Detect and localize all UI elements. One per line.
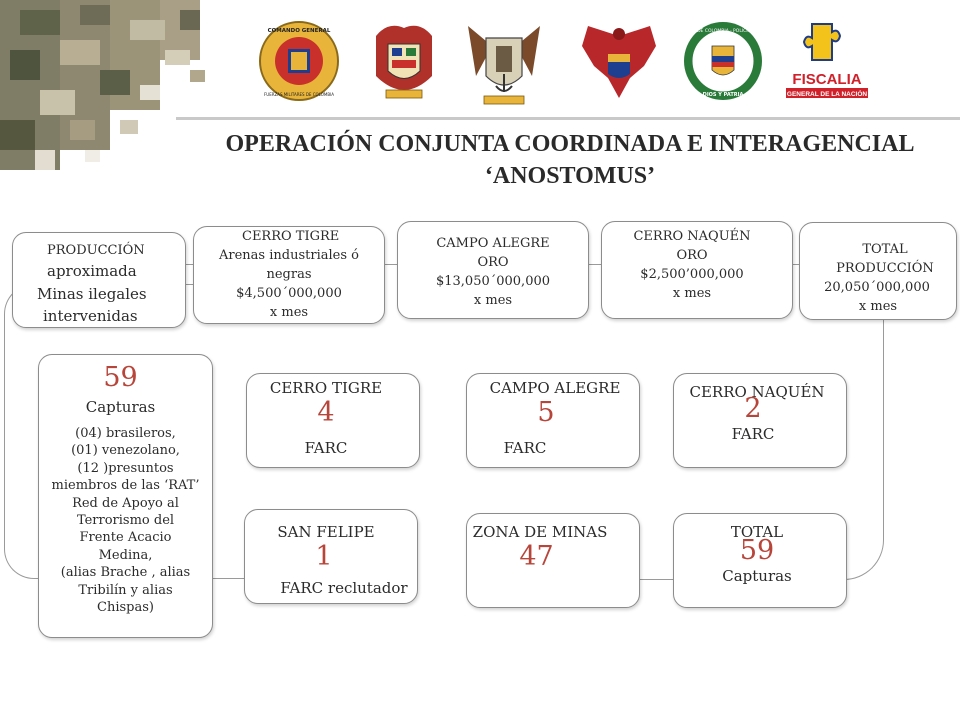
- captures-campo-alegre-group: FARC: [503, 439, 547, 457]
- captures-summary-detail-line: Medina,: [98, 547, 153, 563]
- production-header-box: [12, 232, 186, 328]
- captures-summary-detail-line: Terrorismo del: [76, 513, 175, 529]
- captures-total-name: TOTAL: [730, 523, 784, 541]
- captures-summary-detail-line: Chispas): [97, 600, 154, 616]
- production-cerro-tigre-period: x mes: [269, 305, 309, 320]
- captures-cerro-tigre-name: CERRO TIGRE: [269, 379, 383, 397]
- captures-summary-detail-line: Frente Acacio: [79, 530, 172, 546]
- armada-coat-of-arms: [462, 16, 546, 108]
- captures-cerro-naquen-count: 2: [744, 393, 762, 424]
- production-cerro-naquen-box: [601, 221, 793, 319]
- policia-nacional-emblem: [670, 16, 776, 106]
- captures-campo-alegre-count: 5: [537, 397, 555, 428]
- production-cerro-naquen-mineral: ORO: [676, 248, 708, 263]
- captures-total-label: Capturas: [722, 567, 792, 585]
- captures-cerro-naquen-group: FARC: [731, 425, 775, 443]
- svg-text:DIOS Y PATRIA: DIOS Y PATRIA: [702, 92, 744, 98]
- production-cerro-naquen-period: x mes: [672, 286, 712, 301]
- captures-summary-detail-line: Red de Apoyo al: [72, 495, 179, 511]
- captures-summary-detail-line: Tribilín y alias: [78, 582, 173, 598]
- production-cerro-naquen-name: CERRO NAQUÉN: [633, 229, 751, 244]
- captures-cerro-tigre-count: 4: [317, 397, 335, 428]
- production-header-line1: PRODUCCIÓN: [47, 243, 145, 258]
- svg-text:FUERZAS MILITARES DE COLOMBIA: FUERZAS MILITARES DE COLOMBIA: [263, 92, 335, 97]
- captures-zona-minas-count: 47: [519, 541, 554, 572]
- production-cerro-tigre-desc2: negras: [266, 267, 312, 282]
- captures-summary-count: 59: [103, 362, 138, 393]
- production-total-period: x mes: [858, 299, 898, 314]
- title-line-2: ‘ANOSTOMUS’: [484, 163, 656, 189]
- captures-san-felipe-count: 1: [315, 541, 333, 572]
- svg-text:COMANDO GENERAL: COMANDO GENERAL: [267, 28, 331, 34]
- captures-summary-detail-line: (12 )presuntos: [77, 460, 174, 476]
- captures-summary-detail-line: miembros de las ‘RAT’: [51, 478, 200, 494]
- captures-campo-alegre-box: [466, 373, 640, 468]
- production-total-value: 20,050´000,000: [824, 280, 930, 295]
- fiscalia-logo: [782, 16, 872, 106]
- title-separator: [176, 117, 960, 120]
- production-total-box: [799, 222, 957, 320]
- captures-cerro-naquen-name: CERRO NAQUÉN: [689, 383, 825, 401]
- captures-total-count: 59: [739, 535, 775, 566]
- production-total-name: TOTAL PRODUCCIÓN: [836, 242, 934, 276]
- captures-summary-detail-line: (alias Brache , alias: [60, 565, 191, 581]
- captures-summary-detail-line: (04) brasileros,: [75, 426, 176, 441]
- production-campo-alegre-box: [397, 221, 589, 319]
- production-header-line2: aproximada: [47, 262, 137, 280]
- production-campo-alegre-name: CAMPO ALEGRE: [436, 236, 550, 251]
- svg-text:REPÚBLICA DE COLOMBIA · POLICÍ: REPÚBLICA DE COLOMBIA · POLICÍA NACIONAL: [670, 29, 776, 34]
- captures-cerro-tigre-group: FARC: [304, 439, 348, 457]
- production-cerro-tigre-name: CERRO TIGRE: [242, 229, 340, 244]
- comando-general-logo: [258, 16, 340, 106]
- captures-summary-detail-line: (01) venezolano,: [71, 443, 180, 459]
- svg-text:GENERAL DE LA NACIÓN: GENERAL DE LA NACIÓN: [786, 91, 868, 98]
- page-title: [180, 128, 960, 192]
- production-campo-alegre-value: $13,050´000,000: [435, 274, 551, 289]
- production-cerro-naquen-value: $2,500’000,000: [640, 267, 744, 282]
- captures-summary-label: Capturas: [85, 398, 156, 416]
- captures-cerro-tigre-box: [246, 373, 420, 468]
- captures-san-felipe-box: [244, 509, 418, 604]
- captures-summary-box: [38, 354, 213, 638]
- production-campo-alegre-mineral: ORO: [477, 255, 509, 270]
- captures-san-felipe-group: FARC reclutador: [280, 579, 408, 597]
- production-cerro-tigre-box: [193, 226, 385, 324]
- production-cerro-tigre-desc1: Arenas industriales ó: [219, 248, 359, 263]
- captures-san-felipe-name: SAN FELIPE: [277, 523, 375, 541]
- production-cerro-tigre-value: $4,500´000,000: [236, 286, 342, 301]
- production-header-line3: Minas ilegales: [37, 285, 147, 303]
- captures-summary-details: [39, 425, 212, 616]
- captures-zona-minas-box: [466, 513, 640, 608]
- captures-cerro-naquen-box: [673, 373, 847, 468]
- ejercito-coat-of-arms: [368, 16, 440, 106]
- captures-total-box: [673, 513, 847, 608]
- captures-campo-alegre-name: CAMPO ALEGRE: [489, 379, 621, 397]
- production-header-line4: intervenidas: [43, 307, 138, 325]
- svg-text:FISCALIA: FISCALIA: [792, 71, 862, 88]
- captures-zona-minas-name: ZONA DE MINAS: [472, 523, 608, 541]
- fuerza-aerea-eagle-emblem: [578, 16, 660, 106]
- production-campo-alegre-period: x mes: [473, 293, 513, 308]
- title-line-1: OPERACIÓN CONJUNTA COORDINADA E INTERAGENCIAL: [225, 131, 915, 157]
